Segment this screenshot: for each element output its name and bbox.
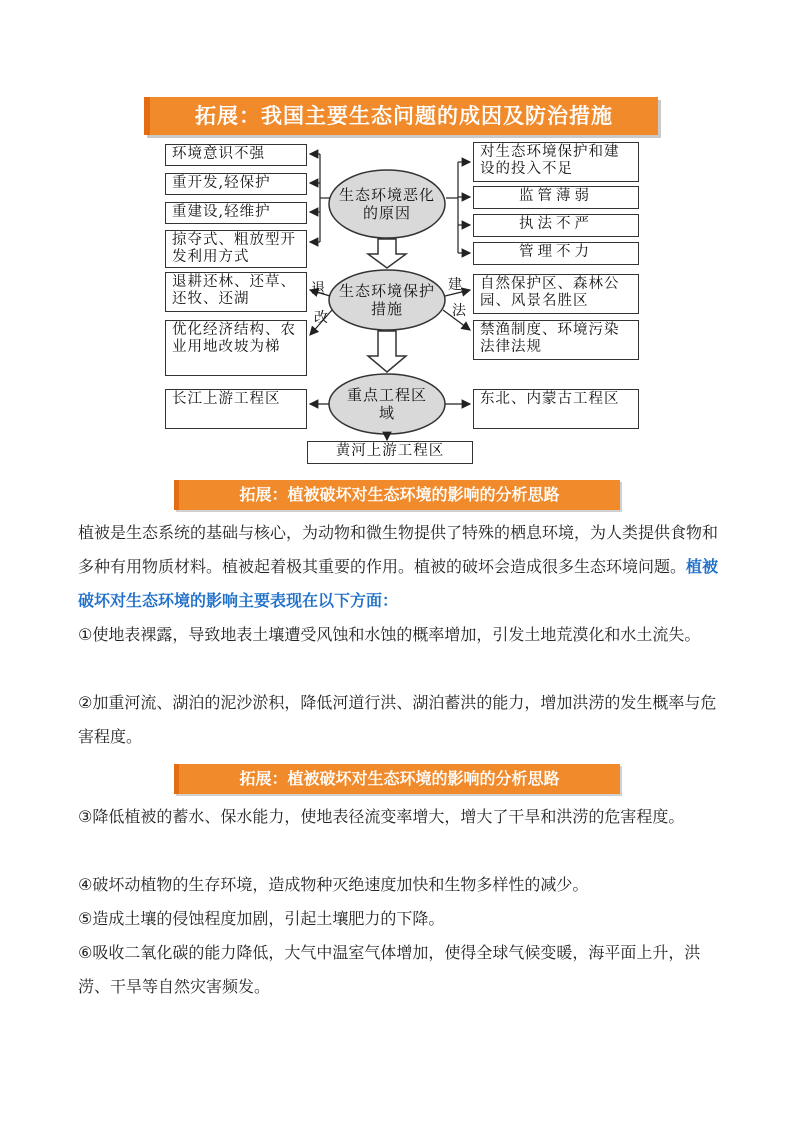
- region-left: 长江上游工程区: [165, 389, 307, 429]
- center-cause-label: 生态环境恶化的原因: [338, 186, 435, 222]
- region-right: 东北、内蒙古工程区: [473, 389, 639, 429]
- point-2: ②加重河流、湖泊的泥沙淤积，降低河道行洪、湖泊蓄洪的能力，增加洪涝的发生概率与危害程度。: [78, 693, 717, 746]
- main-banner-title: 拓展：我国主要生态问题的成因及防治措施: [144, 97, 658, 135]
- right-cause-1: 对生态环境保护和建设的投入不足: [473, 142, 639, 182]
- section1-banner: 拓展：植被破坏对生态环境的影响的分析思路: [174, 480, 620, 510]
- point-1: ①使地表裸露，导致地表土壤遭受风蚀和水蚀的概率增加，引发土地荒漠化和水土流失。: [78, 625, 701, 644]
- left-cause-2: 重开发,轻保护: [165, 173, 307, 195]
- right-measure-1: 自然保护区、森林公园、风景名胜区: [473, 274, 639, 314]
- point-3: ③降低植被的蓄水、保水能力，使地表径流变率增大，增大了干旱和洪涝的危害程度。: [78, 807, 685, 826]
- right-cause-4: 管理不力: [473, 242, 639, 265]
- section1-intro: [78, 516, 728, 618]
- section2-banner: 拓展：植被破坏对生态环境的影响的分析思路: [174, 764, 620, 794]
- left-measure-2: 优化经济结构、农业用地改坡为梯: [165, 320, 307, 376]
- left-cause-4: 掠夺式、粗放型开发利用方式: [165, 230, 307, 268]
- ecology-flow-diagram: [140, 138, 660, 468]
- center-measures-label: 生态环境保护措施: [338, 282, 435, 318]
- down-arrow-1: [368, 239, 406, 268]
- left-measure-1: 退耕还林、还草、还牧、还湖: [165, 272, 307, 312]
- region-bottom: 黄河上游工程区: [307, 441, 473, 464]
- right-measure-2: 禁渔制度、环境污染法律法规: [473, 320, 639, 360]
- reform-label-2: 改: [314, 310, 328, 326]
- left-cause-1: 环境意识不强: [165, 144, 307, 166]
- left-cause-3: 重建设,轻维护: [165, 202, 307, 224]
- reform-label-1: 退: [311, 281, 325, 297]
- intro-text: 植被是生态系统的基础与核心，为动物和微生物提供了特殊的栖息环境，为人类提供食物和多种有用物质材料。植被起着极其重要的作用。植被的破坏会造成很多生态环境问题。: [78, 523, 719, 576]
- point-6: ⑥吸收二氧化碳的能力降低，大气中温室气体增加，使得全球气候变暖，海平面上升，洪涝、干旱等自然灾害频发。: [78, 943, 701, 996]
- right-cause-3: 执法不严: [473, 214, 639, 237]
- down-arrow-2: [368, 331, 406, 372]
- right-cause-2: 监管薄弱: [473, 186, 639, 209]
- law-label-2: 法: [452, 303, 466, 319]
- center-regions-label: 重点工程区域: [346, 386, 427, 422]
- intro-highlight: 植被破坏对生态环境的影响主要表现在以下方面：: [78, 557, 719, 610]
- law-label-1: 建: [448, 277, 462, 293]
- point-4: ④破坏动植物的生存环境，造成物种灭绝速度加快和生物多样性的减少。: [78, 875, 589, 894]
- point-5: ⑤造成土壤的侵蚀程度加剧，引起土壤肥力的下降。: [78, 909, 445, 928]
